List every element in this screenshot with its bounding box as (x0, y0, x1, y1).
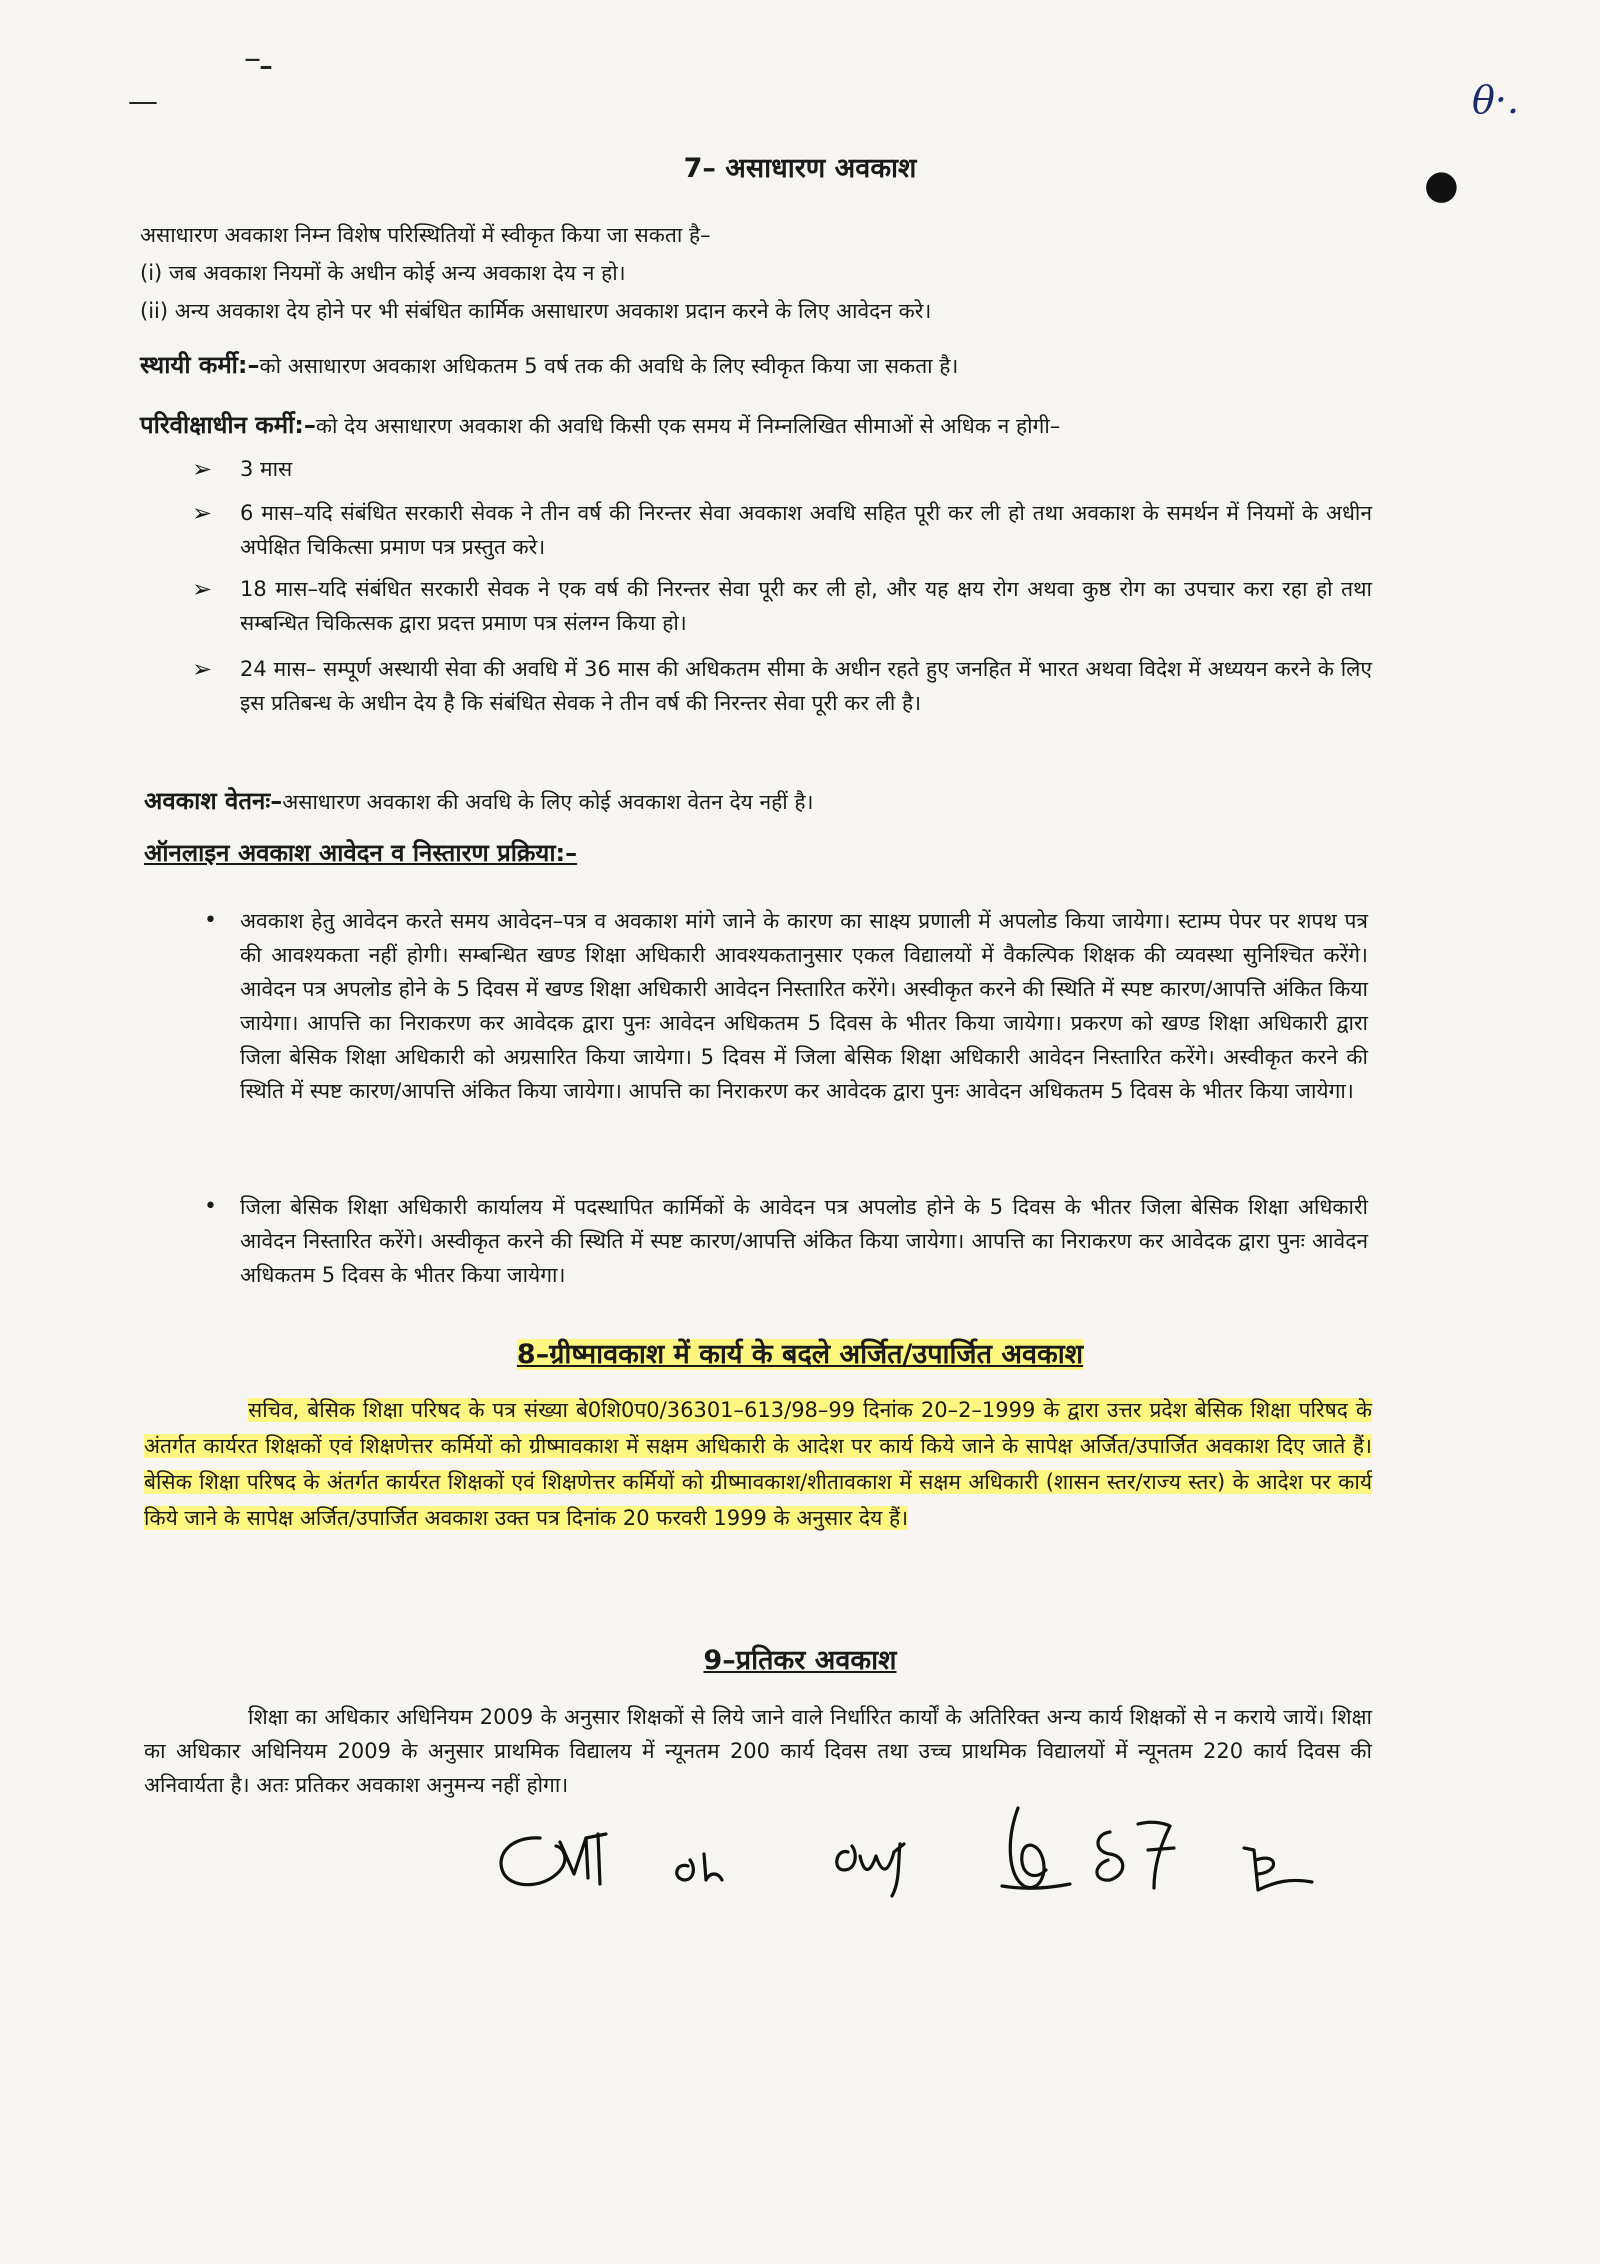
online-process-paragraph-2: जिला बेसिक शिक्षा अधिकारी कार्यालय में पदस्थापित कार्मिकों के आवेदन पत्र अपलोड होने के 5 दिवस के भीतर जिला बेसिक शिक्षा अधिकारी आवेदन निस्तारित करेंगे। अस्वीकृत करने की स्थिति में स्पष्ट कारण/आपत्ति अंकित किया जायेगा। आपत्ति का निराकरण कर आवेदक द्वारा पुनः आवेदन अधिकतम 5 दिवस के भीतर किया जायेगा। (240, 1195, 1368, 1287)
probation-limit-text: 24 मास– सम्पूर्ण अस्थायी सेवा की अवधि में 36 मास की अधिकतम सीमा के अधीन रहते हुए जनहित में भारत अथवा विदेश में अध्ययन करने के लिए इस प्रतिबन्ध के अधीन देय है कि संबंधित सेवक ने तीन वर्ष की निरन्तर सेवा पूरी कर ली है। (240, 657, 1372, 715)
section-7-title: 7– असाधारण अवकाश (683, 153, 917, 184)
probation-limit-item (192, 496, 1372, 564)
probation-limit-item (192, 452, 1372, 486)
signature-6 (1244, 1848, 1312, 1890)
leave-pay-text: असाधारण अवकाश की अवधि के लिए कोई अवकाश वेतन देय नहीं है। (282, 790, 814, 814)
signature-2 (677, 1854, 722, 1880)
permanent-employee-label: स्थायी कर्मी:– (140, 351, 260, 379)
probation-limit-text: 6 मास–यदि संबंधित सरकारी सेवक ने तीन वर्ष की निरन्तर सेवा अवकाश अवधि सहित पूरी कर ली हो तथा अवकाश के समर्थन में नियमों के अधीन अपेक्षित चिकित्सा प्रमाण पत्र प्रस्तुत करे। (240, 501, 1372, 559)
section-8-title-highlight: 8–ग्रीष्मावकाश में कार्य के बदले अर्जित/उपार्जित अवकाश (516, 1339, 1084, 1370)
probation-limit-item (192, 652, 1372, 720)
margin-mark-top-right: θ·. (1472, 78, 1520, 122)
section-8-title (300, 1334, 1300, 1371)
margin-mark-top-left: –ـ (244, 38, 271, 78)
probation-limit-text: 18 मास–यदि संबंधित सरकारी सेवक ने एक वर्ष की निरन्तर सेवा पूरी कर ली हो, और यह क्षय रोग अथवा कुष्ठ रोग का उपचार करा रहा हो तथा सम्बन्धित चिकित्सक द्वारा प्रदत्त प्रमाण पत्र संलग्न किया हो। (240, 577, 1372, 635)
online-process-heading: ऑनलाइन अवकाश आवेदन व निस्तारण प्रक्रिया:– (144, 839, 578, 867)
permanent-employee-text: को असाधारण अवकाश अधिकतम 5 वर्ष तक की अवधि के लिए स्वीकृत किया जा सकता है। (259, 354, 959, 378)
sec7-intro: असाधारण अवकाश निम्न विशेष परिस्थितियों में स्वीकृत किया जा सकता है– (140, 223, 711, 247)
dot-bullet-icon: • (204, 1194, 217, 1219)
signature-5 (1097, 1822, 1174, 1888)
circle-bullet-icon: • (204, 908, 217, 933)
probation-employee-text: को देय असाधारण अवकाश की अवधि किसी एक समय में निम्नलिखित सीमाओं से अधिक न होगी– (315, 414, 1061, 438)
probation-limit-text: 3 मास (240, 457, 293, 481)
section-9-title: 9–प्रतिकर अवकाश (703, 1645, 897, 1676)
sec7-permanent-row (140, 348, 958, 383)
section-9-paragraph: शिक्षा का अधिकार अधिनियम 2009 के अनुसार शिक्षकों से लिये जाने वाले निर्धारित कार्यों के अतिरिक्त अन्य कार्य शिक्षकों से न कराये जायें। शिक्षा का अधिकार अधिनियम 2009 के अनुसार प्राथमिक विद्यालय में न्यूनतम 200 कार्य दिवस तथा उच्च प्राथमिक विद्यालयों में न्यूनतम 220 कार्य दिवस की अनिवार्यता है। अतः प्रतिकर अवकाश अनुमन्य नहीं होगा। (144, 1705, 1372, 1797)
online-process-paragraph-1: अवकाश हेतु आवेदन करते समय आवेदन–पत्र व अवकाश मांगे जाने के कारण का साक्ष्य प्रणाली में अपलोड किया जायेगा। स्टाम्प पेपर पर शपथ पत्र की आवश्यकता नहीं होगी। सम्बन्धित खण्ड शिक्षा अधिकारी आवश्यकतानुसार एकल विद्यालयों में वैकल्पिक शिक्षक की व्यवस्था सुनिश्चित करेंगे। आवेदन पत्र अपलोड होने के 5 दिवस में खण्ड शिक्षा अधिकारी आवेदन निस्तारित करेंगे। अस्वीकृत करने की स्थिति में स्पष्ट कारण/आपत्ति अंकित किया जायेगा। आपत्ति का निराकरण कर आवेदक द्वारा पुनः आवेदन अधिकतम 5 दिवस के भीतर किया जायेगा। प्रकरण को खण्ड शिक्षा अधिकारी द्वारा जिला बेसिक शिक्षा अधिकारी को अग्रसारित किया जायेगा। 5 दिवस में जिला बेसिक शिक्षा अधिकारी आवेदन निस्तारित करेंगे। अस्वीकृत करने की स्थिति में स्पष्ट कारण/आपत्ति अंकित किया जायेगा। आपत्ति का निराकरण कर आवेदक द्वारा पुनः आवेदन अधिकतम 5 दिवस के भीतर किया जायेगा। (240, 909, 1368, 1103)
leave-pay-label: अवकाश वेतनः– (144, 787, 283, 815)
section-8-paragraph-highlight: सचिव, बेसिक शिक्षा परिषद के पत्र संख्या बे0शि0प0/36301–613/98–99 दिनांक 20–2–1999 के द्वारा उत्तर प्रदेश बेसिक शिक्षा परिषद के अंतर्गत कार्यरत शिक्षकों एवं शिक्षणेत्तर कर्मियों को ग्रीष्मावकाश में सक्षम अधिकारी के आदेश पर कार्य किये जाने के सापेक्ष अर्जित/उपार्जित अवकाश दिए जाते हैं। बेसिक शिक्षा परिषद के अंतर्गत कार्यरत शिक्षकों एवं शिक्षणेत्तर कर्मियों को ग्रीष्मावकाश/शीतावकाश में सक्षम अधिकारी (शासन स्तर/राज्य स्तर) के आदेश पर कार्य किये जाने के सापेक्ष अर्जित/उपार्जित अवकाश उक्त पत्र दिनांक 20 फरवरी 1999 के अनुसार देय हैं। (144, 1398, 1372, 1530)
signatures (470, 1790, 1390, 1910)
signature-1 (501, 1834, 606, 1885)
sec7-condition-1: (i) जब अवकाश नियमों के अधीन कोई अन्य अवकाश देय न हो। (140, 261, 626, 285)
sec7-probation-row (140, 408, 1060, 443)
sec7-condition-2: (ii) अन्य अवकाश देय होने पर भी संबंधित कार्मिक असाधारण अवकाश प्रदान करने के लिए आवेदन करे। (140, 299, 932, 323)
section-8-paragraph (144, 1392, 1372, 1536)
probation-employee-label: परिवीक्षाधीन कर्मी:– (140, 411, 316, 439)
signature-3 (837, 1844, 904, 1896)
arrow-bullet-icon: ➢ (192, 499, 213, 527)
margin-mark-left: — (128, 84, 158, 119)
probation-limit-item (192, 572, 1372, 640)
arrow-bullet-icon: ➢ (192, 655, 213, 683)
arrow-bullet-icon: ➢ (192, 575, 213, 603)
arrow-bullet-icon: ➢ (192, 455, 213, 483)
margin-dot-icon: ● (1424, 162, 1459, 208)
signature-4 (1002, 1808, 1070, 1888)
leave-pay-row (144, 784, 814, 819)
